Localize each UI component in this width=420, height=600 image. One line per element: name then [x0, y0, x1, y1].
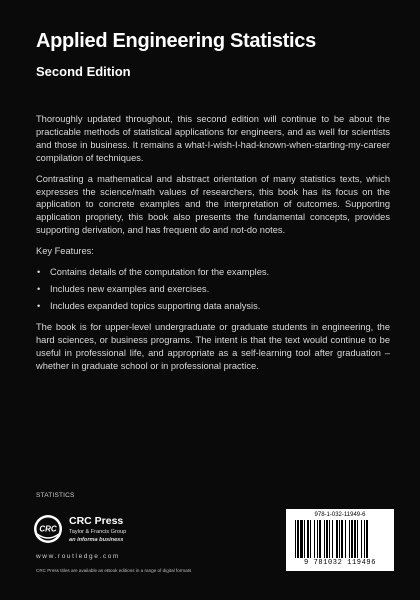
ebook-footnote: CRC Press titles are available as eBook editions in a range of digital formats	[36, 568, 192, 573]
edition-label: Second Edition	[36, 64, 131, 79]
barcode-bar	[310, 520, 311, 558]
book-title: Applied Engineering Statistics	[36, 30, 316, 52]
isbn-number: 978-1-032-11949-6	[314, 512, 366, 518]
barcode-bar	[357, 520, 358, 558]
key-features-heading: Key Features:	[36, 246, 94, 257]
barcode-bars-icon	[294, 520, 386, 558]
publisher-tagline: an informa business	[69, 537, 124, 543]
feature-item: • Includes new examples and exercises.	[36, 283, 390, 296]
barcode-bar	[364, 520, 365, 558]
barcode-bar	[300, 520, 303, 558]
barcode-bar	[341, 520, 343, 558]
barcode-bar	[332, 520, 333, 558]
barcode-bar	[345, 520, 346, 558]
publisher-name: CRC Press	[69, 515, 124, 527]
publisher-website: www.routledge.com	[36, 553, 120, 560]
barcode-bar	[339, 520, 340, 558]
barcode-bar	[295, 520, 296, 558]
barcode-bar	[329, 520, 330, 558]
crc-press-logo-icon	[33, 514, 63, 544]
barcode-bar	[361, 520, 362, 558]
barcode-bar	[307, 520, 309, 558]
barcode-bar	[354, 520, 356, 558]
barcode-bar	[297, 520, 299, 558]
feature-item: • Contains details of the computation for the examples.	[36, 266, 390, 279]
barcode-bar	[314, 520, 315, 558]
barcode-bar	[349, 520, 350, 558]
subject-category: STATISTICS	[36, 492, 75, 499]
publisher-group: Taylor & Francis Group	[69, 529, 127, 535]
barcode-bar	[304, 520, 305, 558]
barcode-bar	[326, 520, 328, 558]
barcode-digits: 9 781032 119496	[303, 559, 376, 567]
cover-description	[36, 113, 390, 380]
barcode-bar	[366, 520, 368, 558]
barcode-bar	[351, 520, 353, 558]
description-paragraph-2: Contrasting a mathematical and abstract orientation of many statistics texts, which expresses the science/math values of researchers, this book has its focus on the application to concrete examples and the interpretation of outcomes. Supporting application propriety, this book also presents the fundamental concepts, provides supporting derivation, and has frequent do and not-do notes.	[36, 173, 390, 236]
barcode-bar	[317, 520, 318, 558]
barcode-bar	[324, 520, 325, 558]
isbn-barcode	[286, 509, 394, 571]
barcode-bar	[319, 520, 321, 558]
logo-text: CRC	[39, 524, 57, 534]
audience-paragraph: The book is for upper-level undergraduate or graduate students in engineering, the hard sciences, or business programs. The intent is that the text would continue to be useful in professional life, and appropriate as a self-learning tool after graduation – whether in graduate school or in professional practice.	[36, 321, 390, 371]
feature-item: • Includes expanded topics supporting data analysis.	[36, 300, 390, 313]
key-features-list	[36, 266, 390, 313]
publisher-block	[33, 512, 183, 548]
description-paragraph-1: Thoroughly updated throughout, this second edition will continue to be about the practicable methods of statistical applications for engineers, and as well for scientists and those in business. It remains a what-I-wish-I-had-known-when-starting-my-career compilation of techniques.	[36, 114, 390, 163]
barcode-bar	[336, 520, 338, 558]
